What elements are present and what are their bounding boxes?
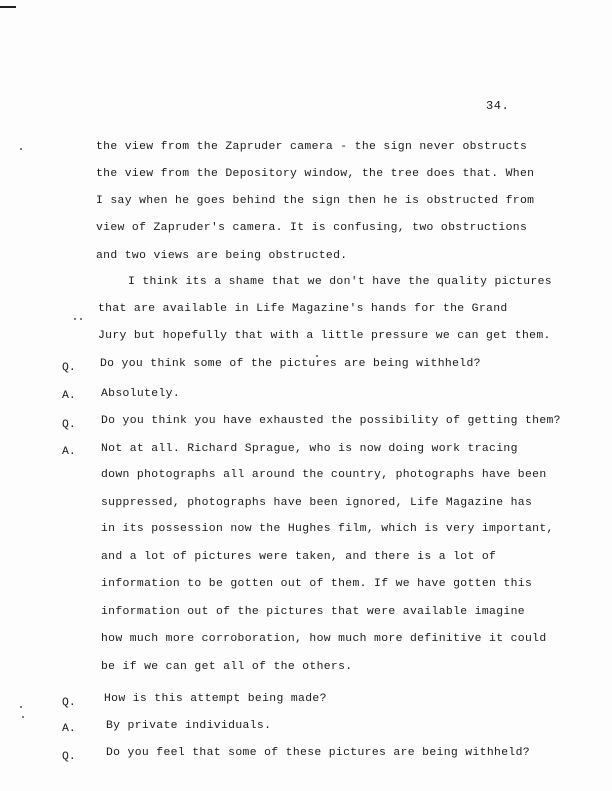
speaker-label: Q. [62, 751, 76, 763]
paragraph-line: view of Zapruder's camera. It is confusing, two obstructions [96, 222, 528, 234]
answer-line: suppressed, photographs have been ignored, Life Magazine has [101, 497, 533, 509]
answer-line: how much more corroboration, how much more definitive it could [101, 633, 547, 645]
scan-speck [80, 318, 82, 320]
answer-line: and a lot of pictures were taken, and there is a lot of [101, 551, 497, 563]
page-number: 34. [486, 99, 510, 113]
scan-corner-mark [0, 6, 16, 8]
scan-speck [22, 716, 24, 718]
answer-line: Not at all. Richard Sprague, who is now doing work tracing [101, 443, 518, 455]
scan-speck [20, 148, 22, 150]
scan-speck [316, 355, 318, 357]
paragraph-line: Jury but hopefully that with a little pressure we can get them. [98, 330, 551, 342]
answer-line: down photographs all around the country, photographs have been [101, 469, 547, 481]
answer-line: in its possession now the Hughes film, which is very important, [101, 523, 554, 535]
question-line: How is this attempt being made? [104, 693, 327, 705]
paragraph-line: the view from the Zapruder camera - the sign never obstructs [96, 141, 528, 153]
speaker-label: Q. [62, 362, 76, 374]
paragraph-line: and two views are being obstructed. [96, 250, 348, 262]
paragraph-line: the view from the Depository window, the tree does that. When [96, 168, 535, 180]
answer-line: be if we can get all of the others. [101, 661, 353, 673]
speaker-label: Q. [62, 419, 76, 431]
question-line: Do you think some of the pictures are being withheld? [100, 358, 481, 370]
paragraph-line: I think its a shame that we don't have the quality pictures [128, 276, 552, 288]
answer-line: information out of the pictures that were available imagine [101, 606, 525, 618]
answer-line: information to be gotten out of them. If we have gotten this [101, 578, 533, 590]
speaker-label: A. [62, 723, 76, 735]
question-line: Do you think you have exhausted the possibility of getting them? [101, 415, 561, 427]
speaker-label: Q. [62, 697, 76, 709]
paragraph-line: that are available in Life Magazine's hands for the Grand [98, 303, 508, 315]
paragraph-line: I say when he goes behind the sign then he is obstructed from [96, 195, 535, 207]
speaker-label: A. [62, 390, 76, 402]
answer-line: Absolutely. [101, 388, 181, 400]
scan-speck [20, 706, 22, 708]
answer-line: By private individuals. [106, 720, 272, 732]
scan-speck [74, 318, 76, 320]
question-line: Do you feel that some of these pictures are being withheld? [106, 747, 530, 759]
speaker-label: A. [62, 446, 76, 458]
